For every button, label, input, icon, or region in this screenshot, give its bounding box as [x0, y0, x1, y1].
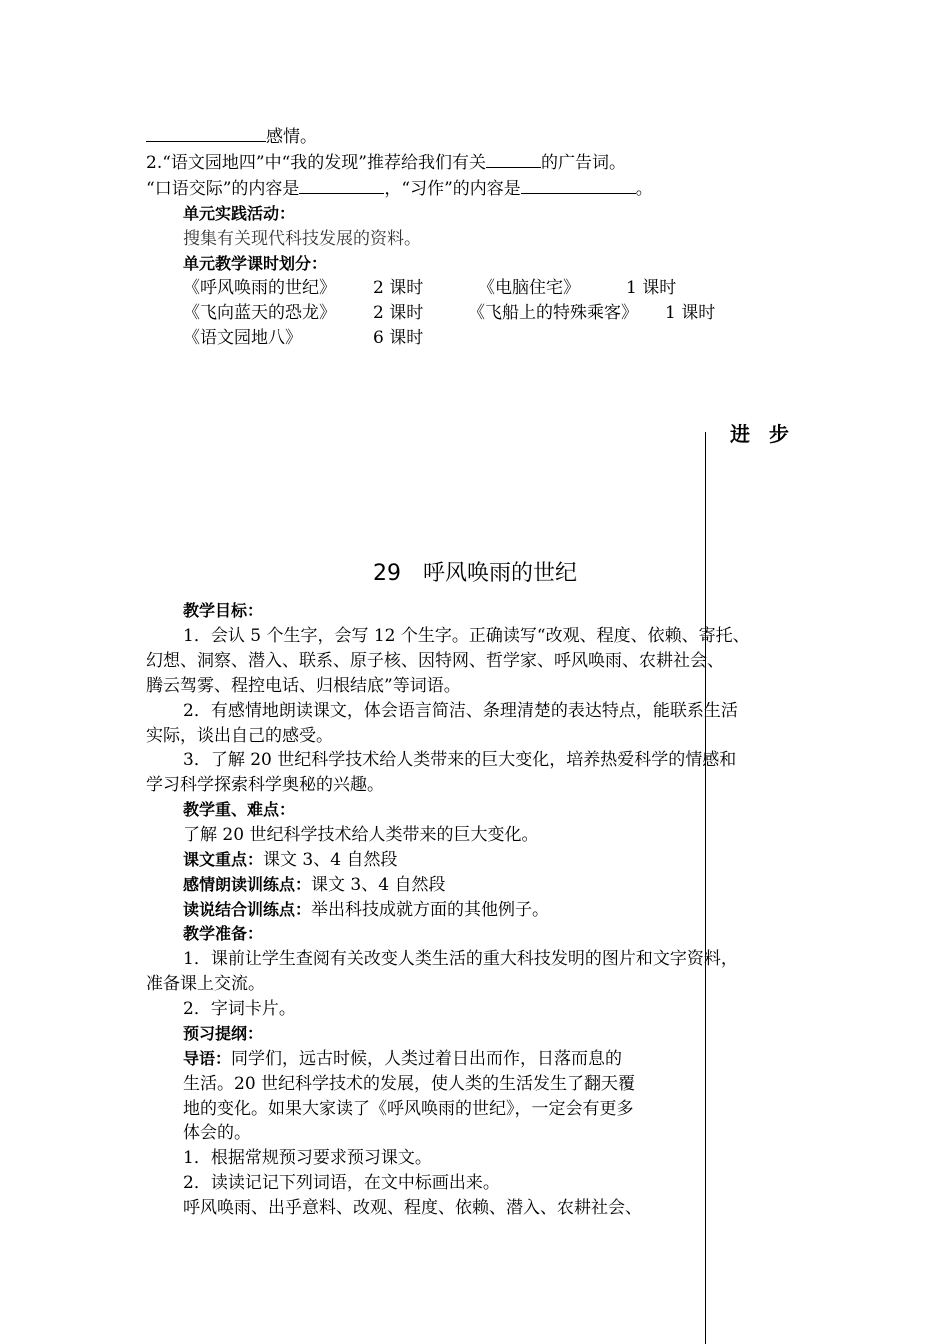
intro-line-2: 生活。20 世纪科学技术的发展，使人类的生活发生了翻天覆: [183, 1074, 636, 1094]
goal-1-line-2: 幻想、洞察、潜入、联系、原子核、因特网、哲学家、呼风唤雨、农耕社会、: [146, 651, 724, 671]
schedule-row-3-title-a: 《语文园地八》: [183, 328, 302, 348]
intro-line-1: 导语：同学们，远古时候，人类过着日出而作，日落而息的: [183, 1049, 623, 1069]
text-key-label: 课文重点：: [183, 850, 264, 869]
fill-blank[interactable]: [486, 152, 541, 168]
key-points-heading: 教学重、难点：: [183, 800, 296, 819]
fill-blank[interactable]: [146, 126, 266, 142]
schedule-row-2-hours-a: 2 课时: [373, 303, 424, 323]
progress-label: 进 步: [730, 422, 795, 446]
goal-1-line-1: 1．会认 5 个生字，会写 12 个生字。正确读写“改观、程度、依赖、寄托、: [183, 626, 750, 646]
intro-label: 导语：: [183, 1049, 232, 1068]
key-points-text: 了解 20 世纪科学技术给人类带来的巨大变化。: [183, 825, 539, 845]
schedule-row-2-title-a: 《飞向蓝天的恐龙》: [183, 303, 336, 323]
fill-blank[interactable]: [521, 178, 636, 194]
top-line-2: 2.“语文园地四”中“我的发现”推荐给我们有关 的广告词。: [146, 153, 626, 173]
speaking-value: 举出科技成就方面的其他例子。: [311, 900, 550, 920]
goal-2-line-1: 2．有感情地朗读课文，体会语言简洁、条理清楚的表达特点，能联系生活: [183, 701, 738, 721]
top-line-3: “口语交际”的内容是 ，“习作”的内容是 。: [146, 179, 653, 199]
preview-step-1: 1．根据常规预习要求预习课文。: [183, 1148, 432, 1168]
text-key-value: 课文 3、4 自然段: [263, 850, 398, 870]
practice-heading: 单元实践活动：: [183, 204, 296, 223]
schedule-row-1-hours-a: 2 课时: [373, 278, 424, 298]
schedule-row-1-title-a: 《呼风唤雨的世纪》: [183, 278, 336, 298]
lesson-title: 29 呼风唤雨的世纪: [373, 561, 577, 586]
intro-line-4: 体会的。: [183, 1123, 251, 1143]
text-key-row: [183, 849, 397, 871]
goal-2-line-2: 实际，谈出自己的感受。: [146, 726, 333, 746]
speaking-label: 读说结合训练点：: [183, 900, 312, 919]
schedule-row-2-hours-b: 1 课时: [665, 303, 716, 323]
preview-words: 呼风唤雨、出乎意料、改观、程度、依赖、潜入、农耕社会、: [183, 1198, 642, 1218]
reading-value: 课文 3、4 自然段: [311, 875, 446, 895]
goal-3-line-2: 学习科学探索科学奥秘的兴趣。: [146, 775, 384, 795]
goals-heading: 教学目标：: [183, 601, 264, 620]
fill-blank[interactable]: [299, 178, 384, 194]
speaking-row: [183, 899, 549, 921]
reading-row: [183, 874, 445, 896]
goal-3-line-1: 3．了解 20 世纪科学技术给人类带来的巨大变化，培养热爱科学的情感和: [183, 750, 737, 770]
top-line-1: 感情。: [146, 126, 317, 148]
reading-label: 感情朗读训练点：: [183, 875, 312, 894]
intro-line-3: 地的变化。如果大家读了《呼风唤雨的世纪》，一定会有更多: [183, 1099, 634, 1119]
schedule-row-3-hours-a: 6 课时: [373, 328, 424, 348]
prep-1-line-1: 1．课前让学生查阅有关改变人类生活的重大科技发明的图片和文字资料，: [183, 949, 738, 969]
schedule-heading: 单元教学课时划分：: [183, 254, 328, 273]
schedule-row-1-hours-b: 1 课时: [626, 278, 677, 298]
prep-1-line-2: 准备课上交流。: [146, 974, 265, 994]
prep-2: 2．字词卡片。: [183, 999, 296, 1019]
practice-text: 搜集有关现代科技发展的资料。: [183, 229, 421, 249]
prep-heading: 教学准备：: [183, 924, 264, 943]
preview-step-2: 2．读读记记下列词语，在文中标画出来。: [183, 1173, 500, 1193]
schedule-row-2-title-b: 《飞船上的特殊乘客》: [468, 303, 638, 323]
preview-heading: 预习提纲：: [183, 1024, 264, 1043]
goal-1-line-3: 腾云驾雾、程控电话、归根结底”等词语。: [146, 676, 461, 696]
schedule-row-1-title-b: 《电脑住宅》: [478, 278, 580, 298]
